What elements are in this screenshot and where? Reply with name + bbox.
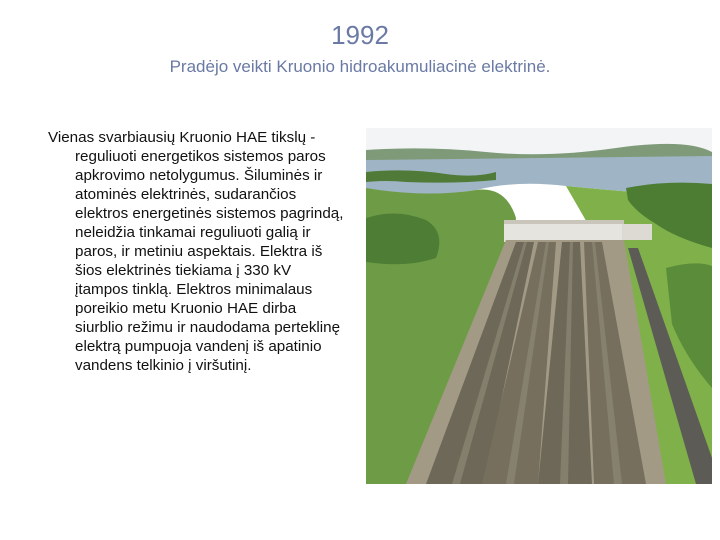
- body-paragraph: Vienas svarbiausių Kruonio HAE tikslų - reguliuoti energetikos sistemos paros apkrovimo netolygumus. Šiluminės ir atominės elektrinės, sudarančios elektros energetinės sistemos pagrindą, neleidžia tinkamai reguliuoti galią ir paros, ir metiniu aspektais. Elektra iš šios elektrinės tiekiama į 330 kV įtampos tinklą. Elektros minimalaus poreikio metu Kruonio HAE dirba siurblio režimu ir naudodama perteklinę elektrą pumpuoja vandenį iš apatinio vandens telkinio į viršutinį.: [48, 129, 344, 374]
- slide-subtitle: Pradėjo veikti Kruonio hidroakumuliacinė elektrinė.: [169, 57, 551, 76]
- power-plant-illustration: [366, 128, 712, 484]
- slide-title: 1992: [331, 20, 389, 50]
- power-plant-photo: [366, 128, 712, 484]
- annex-building: [622, 224, 652, 240]
